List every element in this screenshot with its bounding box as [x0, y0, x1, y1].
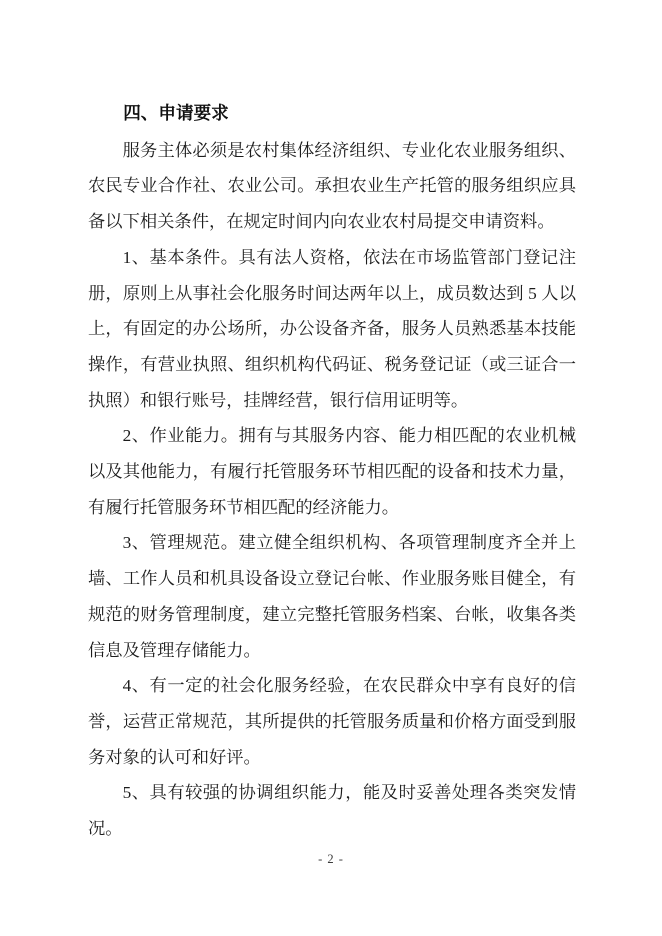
section-heading: 四、申请要求 — [123, 104, 229, 124]
paragraph-intro: 服务主体必须是农村集体经济组织、专业化农业服务组织、农民专业合作社、农业公司。承担农业生产托管的服务组织应具备以下相关条件，在规定时间内向农业农村局提交申请资料。 — [88, 140, 576, 232]
paragraph-item-1: 1、基本条件。具有法人资格，依法在市场监管部门登记注册，原则上从事社会化服务时间达两年以上，成员数达到 5 人以上，有固定的办公场所，办公设备齐备，服务人员熟悉基本技能操作，有营业执照、组织机构代码证、税务登记证（或三证合一执照）和银行账号，挂牌经营，银行信用证明等。 — [88, 247, 576, 410]
paragraph-item-5: 5、具有较强的协调组织能力，能及时妥善处理各类突发情况。 — [88, 783, 576, 839]
page-number: - 2 - — [318, 852, 344, 866]
document-body — [88, 97, 576, 847]
paragraph-item-2: 2、作业能力。拥有与其服务内容、能力相匹配的农业机械以及其他能力，有履行托管服务环节相匹配的设备和技术力量，有履行托管服务环节相匹配的经济能力。 — [88, 426, 576, 517]
paragraph-item-4: 4、有一定的社会化服务经验，在农民群众中享有良好的信誉，运营正常规范，其所提供的托管服务质量和价格方面受到服务对象的认可和好评。 — [88, 676, 576, 767]
paragraph-item-3: 3、管理规范。建立健全组织机构、各项管理制度齐全并上墙、工作人员和机具设备设立登记台帐、作业服务账目健全，有规范的财务管理制度，建立完整托管服务档案、台帐，收集各类信息及管理存储能力。 — [88, 533, 576, 660]
page-footer — [0, 851, 662, 867]
